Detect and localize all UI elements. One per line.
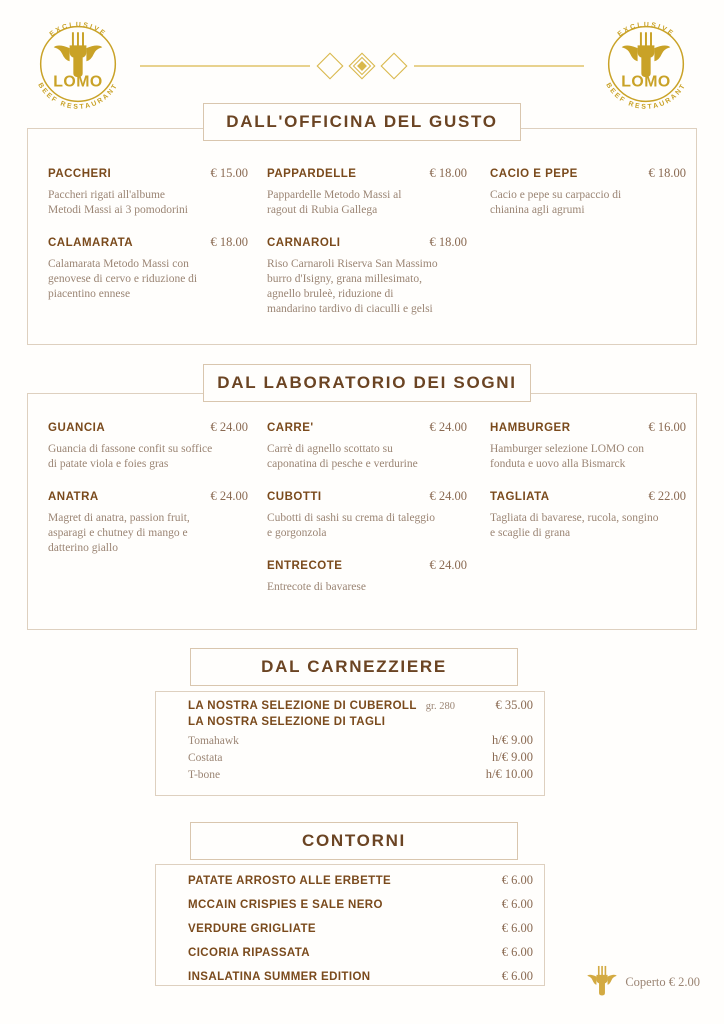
cut-name: T-bone (188, 769, 221, 781)
side-dish-name: CICORIA RIPASSATA (188, 947, 311, 959)
menu-item-name: PACCHERI (48, 168, 112, 180)
menu-item-head (267, 489, 467, 504)
menu-item-description: Magret di anatra, passion fruit, asparagi e chutney di mango e datterino giallo (48, 512, 190, 554)
cut-price: h/€ 10.00 (485, 767, 533, 781)
menu-item-description: Cacio e pepe su carpaccio di chianina agli agrumi (490, 189, 622, 216)
section-title-box-officina (203, 103, 521, 141)
side-dish-name: VERDURE GRIGLIATE (188, 923, 316, 935)
side-dish-row (188, 921, 533, 936)
laboratorio-column-2 (267, 420, 467, 604)
svg-text:LOMO: LOMO (621, 73, 671, 91)
menu-item-head (267, 235, 467, 250)
menu-item-name: CARRE' (267, 422, 314, 434)
cut-row (188, 750, 533, 765)
menu-item (267, 235, 467, 317)
lomo-logo-right (590, 8, 702, 120)
officina-column-3 (490, 166, 686, 227)
menu-item-price: € 22.00 (648, 489, 686, 503)
menu-item-name: GUANCIA (48, 422, 106, 434)
menu-item-description: Cubotti di sashi su crema di taleggio e gorgonzola (267, 512, 436, 539)
menu-item-head (490, 489, 686, 504)
menu-item-head (490, 420, 686, 435)
side-dish-price: € 6.00 (501, 969, 533, 983)
officina-column-1 (48, 166, 248, 311)
svg-text:EXCLUSIVE: EXCLUSIVE (48, 21, 108, 39)
menu-item-description: Pappardelle Metodo Massi al ragout di Rubia Gallega (267, 189, 402, 216)
side-dish-row (188, 897, 533, 912)
menu-item-description: Paccheri rigati all'albume Metodi Massi ai 3 pomodorini (48, 189, 188, 216)
menu-item-head (48, 489, 248, 504)
side-dish-row (188, 969, 533, 984)
menu-item-name: HAMBURGER (490, 422, 571, 434)
menu-item (48, 235, 248, 302)
contorni-list (188, 873, 533, 993)
svg-text:BEEF RESTAURANT: BEEF RESTAURANT (604, 81, 688, 111)
cut-name: Tomahawk (188, 735, 239, 747)
laboratorio-column-3 (490, 420, 686, 550)
menu-item (267, 420, 467, 472)
menu-item (490, 420, 686, 472)
side-dish-name: MCCAIN CRISPIES E SALE NERO (188, 899, 383, 911)
section-title-box-contorni (190, 822, 518, 860)
side-dish-name: PATATE ARROSTO ALLE ERBETTE (188, 875, 392, 887)
cuberoll-weight: gr. 280 (425, 701, 455, 712)
svg-text:BEEF RESTAURANT: BEEF RESTAURANT (36, 81, 120, 111)
menu-item-price: € 18.00 (210, 235, 248, 249)
section-title-carnezziere: DAL CARNEZZIERE (261, 657, 447, 676)
side-dish-price: € 6.00 (501, 873, 533, 887)
menu-item (48, 420, 248, 472)
menu-item-head (48, 166, 248, 181)
menu-item-price: € 16.00 (648, 420, 686, 434)
menu-item-description: Entrecote di bavarese (267, 581, 366, 593)
section-title-officina: DALL'OFFICINA DEL GUSTO (226, 112, 498, 131)
menu-item-name: ENTRECOTE (267, 560, 343, 572)
cut-name: Costata (188, 752, 223, 764)
menu-item-price: € 15.00 (210, 166, 248, 180)
side-dish-row (188, 945, 533, 960)
menu-item (267, 558, 467, 595)
menu-item-description: Riso Carnaroli Riserva San Massimo burro d'Isigny, grana millesimato, agnello bruleè, riduzione di mandarino tardivo di ciaculli e gelsi (267, 258, 438, 315)
section-title-contorni: CONTORNI (302, 831, 406, 850)
lomo-logo-left (22, 8, 134, 120)
side-dish-price: € 6.00 (501, 921, 533, 935)
menu-item-price: € 24.00 (429, 489, 467, 503)
tagli-header-row (188, 716, 533, 728)
menu-item-head (267, 166, 467, 181)
carnezziere-list (188, 698, 533, 782)
menu-item-price: € 24.00 (429, 420, 467, 434)
menu-item-name: TAGLIATA (490, 491, 550, 503)
menu-item-head (48, 420, 248, 435)
menu-item-head (267, 420, 467, 435)
side-dish-price: € 6.00 (501, 897, 533, 911)
menu-item-name: CACIO E PEPE (490, 168, 578, 180)
section-title-laboratorio: DAL LABORATORIO DEI SOGNI (217, 373, 517, 392)
bull-fork-icon (587, 963, 617, 1002)
menu-item-description: Carrè di agnello scottato su caponatina di pesche e verdurine (267, 443, 418, 470)
menu-item-name: CALAMARATA (48, 237, 134, 249)
menu-item-name: CARNAROLI (267, 237, 341, 249)
section-title-box-laboratorio (203, 364, 531, 402)
menu-item-name: ANATRA (48, 491, 99, 503)
menu-item (48, 166, 248, 218)
laboratorio-column-1 (48, 420, 248, 565)
menu-item (267, 166, 467, 218)
cuberoll-label: LA NOSTRA SELEZIONE DI CUBEROLL (188, 700, 417, 712)
footer-cover-charge (587, 963, 700, 1002)
cut-price: h/€ 9.00 (492, 733, 533, 747)
side-dish-price: € 6.00 (501, 945, 533, 959)
menu-item-description: Hamburger selezione LOMO con fonduta e uovo alla Bismarck (490, 443, 645, 470)
diamond-ornament-divider (140, 48, 584, 84)
menu-item-price: € 18.00 (648, 166, 686, 180)
menu-item-price: € 24.00 (210, 489, 248, 503)
menu-item (48, 489, 248, 556)
cuberoll-row (188, 698, 533, 713)
menu-item-price: € 24.00 (210, 420, 248, 434)
svg-text:EXCLUSIVE: EXCLUSIVE (616, 21, 676, 39)
cuberoll-price: € 35.00 (495, 698, 533, 712)
menu-item (490, 489, 686, 541)
officina-column-2 (267, 166, 467, 326)
menu-item-price: € 18.00 (429, 235, 467, 249)
menu-item-description: Guancia di fassone confit su soffice di patate viola e foies gras (48, 443, 213, 470)
menu-item-name: PAPPARDELLE (267, 168, 357, 180)
cut-row (188, 733, 533, 748)
menu-item (490, 166, 686, 218)
menu-item-description: Tagliata di bavarese, rucola, songino e scaglie di grana (490, 512, 659, 539)
tagli-label: LA NOSTRA SELEZIONE DI TAGLI (188, 716, 386, 728)
menu-item-head (267, 558, 467, 573)
menu-item-price: € 18.00 (429, 166, 467, 180)
section-title-box-carnezziere (190, 648, 518, 686)
menu-item-head (48, 235, 248, 250)
cover-charge-label: Coperto € 2.00 (625, 975, 700, 989)
side-dish-name: INSALATINA SUMMER EDITION (188, 971, 371, 983)
svg-text:LOMO: LOMO (53, 73, 103, 91)
cut-row (188, 767, 533, 782)
menu-item-price: € 24.00 (429, 558, 467, 572)
menu-item-head (490, 166, 686, 181)
menu-item-name: CUBOTTI (267, 491, 322, 503)
cut-price: h/€ 9.00 (492, 750, 533, 764)
side-dish-row (188, 873, 533, 888)
menu-item-description: Calamarata Metodo Massi con genovese di cervo e riduzione di piacentino ennese (48, 258, 198, 300)
menu-item (267, 489, 467, 541)
